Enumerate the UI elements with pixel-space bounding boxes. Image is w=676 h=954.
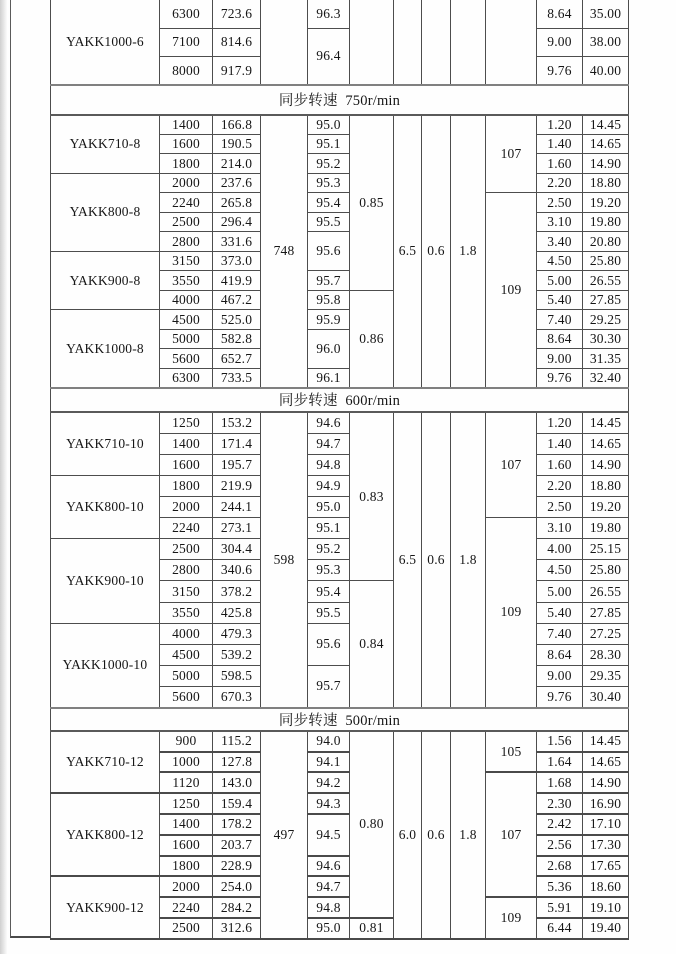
cell-efficiency-pct: 95.2 [308,154,350,174]
cell-power-kw: 4500 [160,310,213,330]
cell-current-a: 237.6 [213,173,261,193]
cell-weight-t: 38.00 [583,28,629,56]
cell-rotor-inertia: 5.40 [537,602,583,623]
cell-rotor-inertia: 9.00 [537,28,583,56]
cell-power-kw: 6300 [160,0,213,28]
cell-current-a: 296.4 [213,212,261,232]
cell-current-a: 419.9 [213,271,261,291]
cell-weight-t: 27.25 [583,623,629,644]
cell-rotor-inertia: 4.00 [537,539,583,560]
cell-weight-t: 32.40 [583,368,629,388]
cell-rotor-inertia: 2.68 [537,856,583,877]
cell-model: YAKK800-10 [51,475,160,538]
cell-model: YAKK710-10 [51,412,160,475]
page-scan-edge [0,0,7,954]
cell-power-kw: 4500 [160,644,213,665]
cell-power-kw: 8000 [160,57,213,85]
cell-rotor-inertia: 2.30 [537,793,583,814]
table-row [51,475,629,496]
table-row [51,539,629,560]
cell-noise-db: 109 [486,518,537,708]
cell-noise-db: 107 [486,115,537,193]
cell-power-kw: 4000 [160,623,213,644]
cell-efficiency-pct: 95.4 [308,193,350,213]
cell-model: YAKK1000-10 [51,623,160,708]
cell-efficiency-pct: 94.1 [308,752,350,773]
cell-weight-t: 25.80 [583,560,629,581]
cell-weight-t: 20.80 [583,232,629,252]
cell-rotor-inertia: 5.00 [537,271,583,291]
cell-efficiency-pct: 95.8 [308,290,350,310]
cell-rotor-inertia: 3.10 [537,518,583,539]
cell-weight-t: 14.65 [583,433,629,454]
cell-weight-t: 31.35 [583,349,629,369]
cell-max-torque-ratio: 1.8 [451,412,486,708]
cell-rotor-inertia: 9.76 [537,57,583,85]
cell-power-kw: 2000 [160,173,213,193]
cell-locked-rotor-current-ratio: 6.0 [394,731,422,939]
cell-rotor-inertia: 1.60 [537,154,583,174]
cell-power-kw: 1600 [160,835,213,856]
cell-weight-t: 14.90 [583,454,629,475]
cell-power-kw: 1600 [160,454,213,475]
cell-current-a: 814.6 [213,28,261,56]
cell-rotor-inertia: 1.20 [537,412,583,433]
cell-weight-t: 25.15 [583,539,629,560]
cell-noise-db: 107 [486,412,537,518]
cell-power-kw: 1250 [160,793,213,814]
cell-weight-t: 27.85 [583,602,629,623]
table-row [51,0,629,28]
cell-efficiency-pct: 95.3 [308,173,350,193]
cell-rotor-inertia: 9.00 [537,349,583,369]
cell-power-factor: 0.85 [350,115,394,291]
cell-rotor-inertia: 2.20 [537,475,583,496]
cell-rotor-inertia: 1.64 [537,752,583,773]
cell-locked-rotor-torque-ratio [422,0,451,85]
cell-rotor-inertia: 9.76 [537,368,583,388]
cell-weight-t: 19.10 [583,897,629,918]
cell-current-a: 525.0 [213,310,261,330]
cell-model: YAKK900-12 [51,876,160,938]
cell-locked-rotor-torque-ratio: 0.6 [422,412,451,708]
cell-rotor-inertia: 1.40 [537,433,583,454]
cell-weight-t: 19.40 [583,918,629,939]
cell-efficiency-pct: 94.9 [308,475,350,496]
cell-efficiency-pct: 96.3 [308,0,350,28]
cell-power-factor: 0.83 [350,412,394,581]
cell-power-kw: 5600 [160,349,213,369]
cell-power-kw: 5000 [160,665,213,686]
cell-power-kw: 1120 [160,772,213,793]
table-row [51,173,629,193]
cell-current-a: 214.0 [213,154,261,174]
cell-power-kw: 4000 [160,290,213,310]
cell-current-a: 312.6 [213,918,261,939]
cell-current-a: 166.8 [213,115,261,135]
cell-power-factor: 0.86 [350,290,394,388]
cell-power-kw: 1400 [160,115,213,135]
cell-rotor-inertia: 4.50 [537,560,583,581]
cell-rotor-inertia: 2.50 [537,496,583,517]
cell-weight-t: 27.85 [583,290,629,310]
cell-max-torque-ratio [451,0,486,85]
cell-weight-t: 26.55 [583,271,629,291]
cell-current-a: 670.3 [213,687,261,708]
table-row [51,793,629,814]
cell-current-a: 917.9 [213,57,261,85]
cell-rotor-inertia: 5.00 [537,581,583,602]
cell-current-a: 304.4 [213,539,261,560]
cell-noise-db: 107 [486,772,537,897]
table-row [51,876,629,897]
cell-rotor-inertia: 5.40 [537,290,583,310]
cell-power-factor: 0.81 [350,918,394,939]
cell-efficiency-pct: 96.1 [308,368,350,388]
table-row [51,310,629,330]
cell-current-a: 598.5 [213,665,261,686]
table-row [51,623,629,644]
cell-model: YAKK800-12 [51,793,160,876]
cell-rotor-inertia: 4.50 [537,251,583,271]
cell-current-a: 733.5 [213,368,261,388]
cell-current-a: 378.2 [213,581,261,602]
cell-weight-t: 19.20 [583,193,629,213]
cell-current-a: 219.9 [213,475,261,496]
cell-efficiency-pct: 95.0 [308,496,350,517]
motor-spec-table [50,0,629,940]
cell-weight-t: 17.65 [583,856,629,877]
cell-power-kw: 1400 [160,433,213,454]
cell-current-a: 195.7 [213,454,261,475]
cell-rotor-inertia: 1.20 [537,115,583,135]
cell-rotor-inertia: 7.40 [537,310,583,330]
cell-power-kw: 5000 [160,329,213,349]
cell-current-a: 539.2 [213,644,261,665]
cell-efficiency-pct: 95.4 [308,581,350,602]
cell-current-a: 265.8 [213,193,261,213]
cell-efficiency-pct: 95.3 [308,560,350,581]
cell-weight-t: 18.80 [583,475,629,496]
cell-efficiency-pct: 95.1 [308,518,350,539]
cell-current-a: 127.8 [213,752,261,773]
cell-weight-t: 14.65 [583,752,629,773]
cell-rotor-inertia: 8.64 [537,329,583,349]
cell-current-a: 178.2 [213,814,261,835]
cell-power-kw: 1000 [160,752,213,773]
cell-weight-t: 28.30 [583,644,629,665]
cell-efficiency-pct: 95.1 [308,134,350,154]
cell-speed-rpm: 748 [261,115,308,388]
cell-current-a: 115.2 [213,731,261,752]
cell-efficiency-pct: 94.6 [308,856,350,877]
cell-efficiency-pct: 94.7 [308,876,350,897]
cell-locked-rotor-torque-ratio: 0.6 [422,731,451,939]
cell-weight-t: 29.35 [583,665,629,686]
cell-power-kw: 7100 [160,28,213,56]
cell-weight-t: 18.60 [583,876,629,897]
cell-efficiency-pct: 94.5 [308,814,350,856]
cell-noise-db: 105 [486,731,537,773]
cell-rotor-inertia: 2.42 [537,814,583,835]
cell-power-kw: 1800 [160,475,213,496]
cell-weight-t: 14.45 [583,115,629,135]
cell-model: YAKK900-8 [51,251,160,310]
cell-power-kw: 2500 [160,918,213,939]
cell-rotor-inertia: 1.68 [537,772,583,793]
cell-rotor-inertia: 3.10 [537,212,583,232]
cell-weight-t: 14.45 [583,731,629,752]
cell-locked-rotor-current-ratio: 6.5 [394,115,422,388]
cell-current-a: 582.8 [213,329,261,349]
cell-current-a: 244.1 [213,496,261,517]
cell-current-a: 171.4 [213,433,261,454]
cell-power-kw: 1250 [160,412,213,433]
cell-weight-t: 19.20 [583,496,629,517]
cell-efficiency-pct: 95.2 [308,539,350,560]
cell-current-a: 190.5 [213,134,261,154]
cell-weight-t: 17.30 [583,835,629,856]
cell-power-kw: 3150 [160,581,213,602]
cell-efficiency-pct: 94.0 [308,731,350,752]
cell-current-a: 373.0 [213,251,261,271]
cell-current-a: 723.6 [213,0,261,28]
section-header-synchronous-speed: 同步转速 750r/min [51,85,629,115]
cell-power-kw: 5600 [160,687,213,708]
table-left-empty-column [10,0,50,938]
cell-rotor-inertia: 2.50 [537,193,583,213]
cell-power-kw: 1400 [160,814,213,835]
cell-power-factor: 0.84 [350,581,394,708]
section-header-synchronous-speed: 同步转速 500r/min [51,708,629,731]
cell-rotor-inertia: 1.40 [537,134,583,154]
cell-weight-t: 25.80 [583,251,629,271]
cell-current-a: 425.8 [213,602,261,623]
table-row [51,115,629,135]
cell-noise-db: 109 [486,897,537,939]
cell-efficiency-pct: 94.6 [308,412,350,433]
cell-efficiency-pct: 95.5 [308,212,350,232]
cell-efficiency-pct: 95.6 [308,623,350,665]
cell-noise-db [486,0,537,85]
cell-model: YAKK800-8 [51,173,160,251]
cell-efficiency-pct: 95.9 [308,310,350,330]
cell-efficiency-pct: 94.2 [308,772,350,793]
cell-rotor-inertia: 8.64 [537,0,583,28]
cell-speed-rpm: 598 [261,412,308,708]
cell-model: YAKK1000-8 [51,310,160,388]
cell-power-kw: 1600 [160,134,213,154]
cell-efficiency-pct: 95.0 [308,918,350,939]
cell-power-kw: 3550 [160,271,213,291]
cell-current-a: 153.2 [213,412,261,433]
cell-power-kw: 6300 [160,368,213,388]
cell-power-kw: 3150 [160,251,213,271]
cell-efficiency-pct: 95.7 [308,665,350,707]
cell-power-kw: 2240 [160,897,213,918]
cell-power-factor: 0.80 [350,731,394,918]
cell-power-kw: 2500 [160,539,213,560]
cell-model: YAKK710-12 [51,731,160,793]
cell-rotor-inertia: 1.56 [537,731,583,752]
cell-weight-t: 14.90 [583,154,629,174]
cell-efficiency-pct: 96.0 [308,329,350,368]
cell-current-a: 228.9 [213,856,261,877]
section-header-synchronous-speed: 同步转速 600r/min [51,388,629,412]
cell-efficiency-pct: 94.8 [308,897,350,918]
cell-efficiency-pct: 95.7 [308,271,350,291]
cell-weight-t: 14.45 [583,412,629,433]
cell-weight-t: 29.25 [583,310,629,330]
cell-current-a: 340.6 [213,560,261,581]
cell-weight-t: 19.80 [583,212,629,232]
cell-rotor-inertia: 8.64 [537,644,583,665]
cell-speed-rpm: 497 [261,731,308,939]
cell-max-torque-ratio: 1.8 [451,115,486,388]
cell-efficiency-pct: 95.0 [308,115,350,135]
cell-rotor-inertia: 6.44 [537,918,583,939]
cell-rotor-inertia: 2.20 [537,173,583,193]
cell-current-a: 273.1 [213,518,261,539]
cell-weight-t: 16.90 [583,793,629,814]
table-row [51,412,629,433]
cell-weight-t: 30.30 [583,329,629,349]
cell-current-a: 143.0 [213,772,261,793]
cell-power-kw: 2800 [160,560,213,581]
cell-weight-t: 40.00 [583,57,629,85]
cell-rotor-inertia: 9.00 [537,665,583,686]
cell-efficiency-pct: 94.7 [308,433,350,454]
cell-model: YAKK1000-6 [51,0,160,85]
cell-power-kw: 900 [160,731,213,752]
cell-weight-t: 18.80 [583,173,629,193]
cell-max-torque-ratio: 1.8 [451,731,486,939]
cell-current-a: 254.0 [213,876,261,897]
cell-locked-rotor-torque-ratio: 0.6 [422,115,451,388]
cell-model: YAKK710-8 [51,115,160,174]
cell-rotor-inertia: 3.40 [537,232,583,252]
cell-power-kw: 2240 [160,518,213,539]
cell-weight-t: 30.40 [583,687,629,708]
cell-rotor-inertia: 9.76 [537,687,583,708]
cell-rotor-inertia: 5.91 [537,897,583,918]
cell-speed-rpm [261,0,308,85]
cell-rotor-inertia: 7.40 [537,623,583,644]
cell-efficiency-pct: 95.6 [308,232,350,271]
cell-locked-rotor-current-ratio: 6.5 [394,412,422,708]
cell-efficiency-pct: 94.3 [308,793,350,814]
cell-power-kw: 2240 [160,193,213,213]
cell-current-a: 159.4 [213,793,261,814]
cell-current-a: 652.7 [213,349,261,369]
cell-weight-t: 14.90 [583,772,629,793]
cell-power-kw: 1800 [160,856,213,877]
cell-weight-t: 35.00 [583,0,629,28]
cell-rotor-inertia: 5.36 [537,876,583,897]
cell-rotor-inertia: 2.56 [537,835,583,856]
cell-power-kw: 2800 [160,232,213,252]
cell-current-a: 467.2 [213,290,261,310]
cell-power-kw: 2000 [160,496,213,517]
cell-efficiency-pct: 96.4 [308,28,350,85]
cell-locked-rotor-current-ratio [394,0,422,85]
cell-power-factor [350,0,394,85]
cell-weight-t: 14.65 [583,134,629,154]
cell-current-a: 479.3 [213,623,261,644]
cell-noise-db: 109 [486,193,537,388]
cell-rotor-inertia: 1.60 [537,454,583,475]
cell-model: YAKK900-10 [51,539,160,624]
table-row [51,731,629,752]
cell-power-kw: 2500 [160,212,213,232]
cell-efficiency-pct: 95.5 [308,602,350,623]
cell-weight-t: 17.10 [583,814,629,835]
cell-current-a: 331.6 [213,232,261,252]
cell-current-a: 203.7 [213,835,261,856]
cell-efficiency-pct: 94.8 [308,454,350,475]
cell-current-a: 284.2 [213,897,261,918]
cell-power-kw: 1800 [160,154,213,174]
cell-power-kw: 2000 [160,876,213,897]
cell-weight-t: 19.80 [583,518,629,539]
cell-weight-t: 26.55 [583,581,629,602]
cell-power-kw: 3550 [160,602,213,623]
